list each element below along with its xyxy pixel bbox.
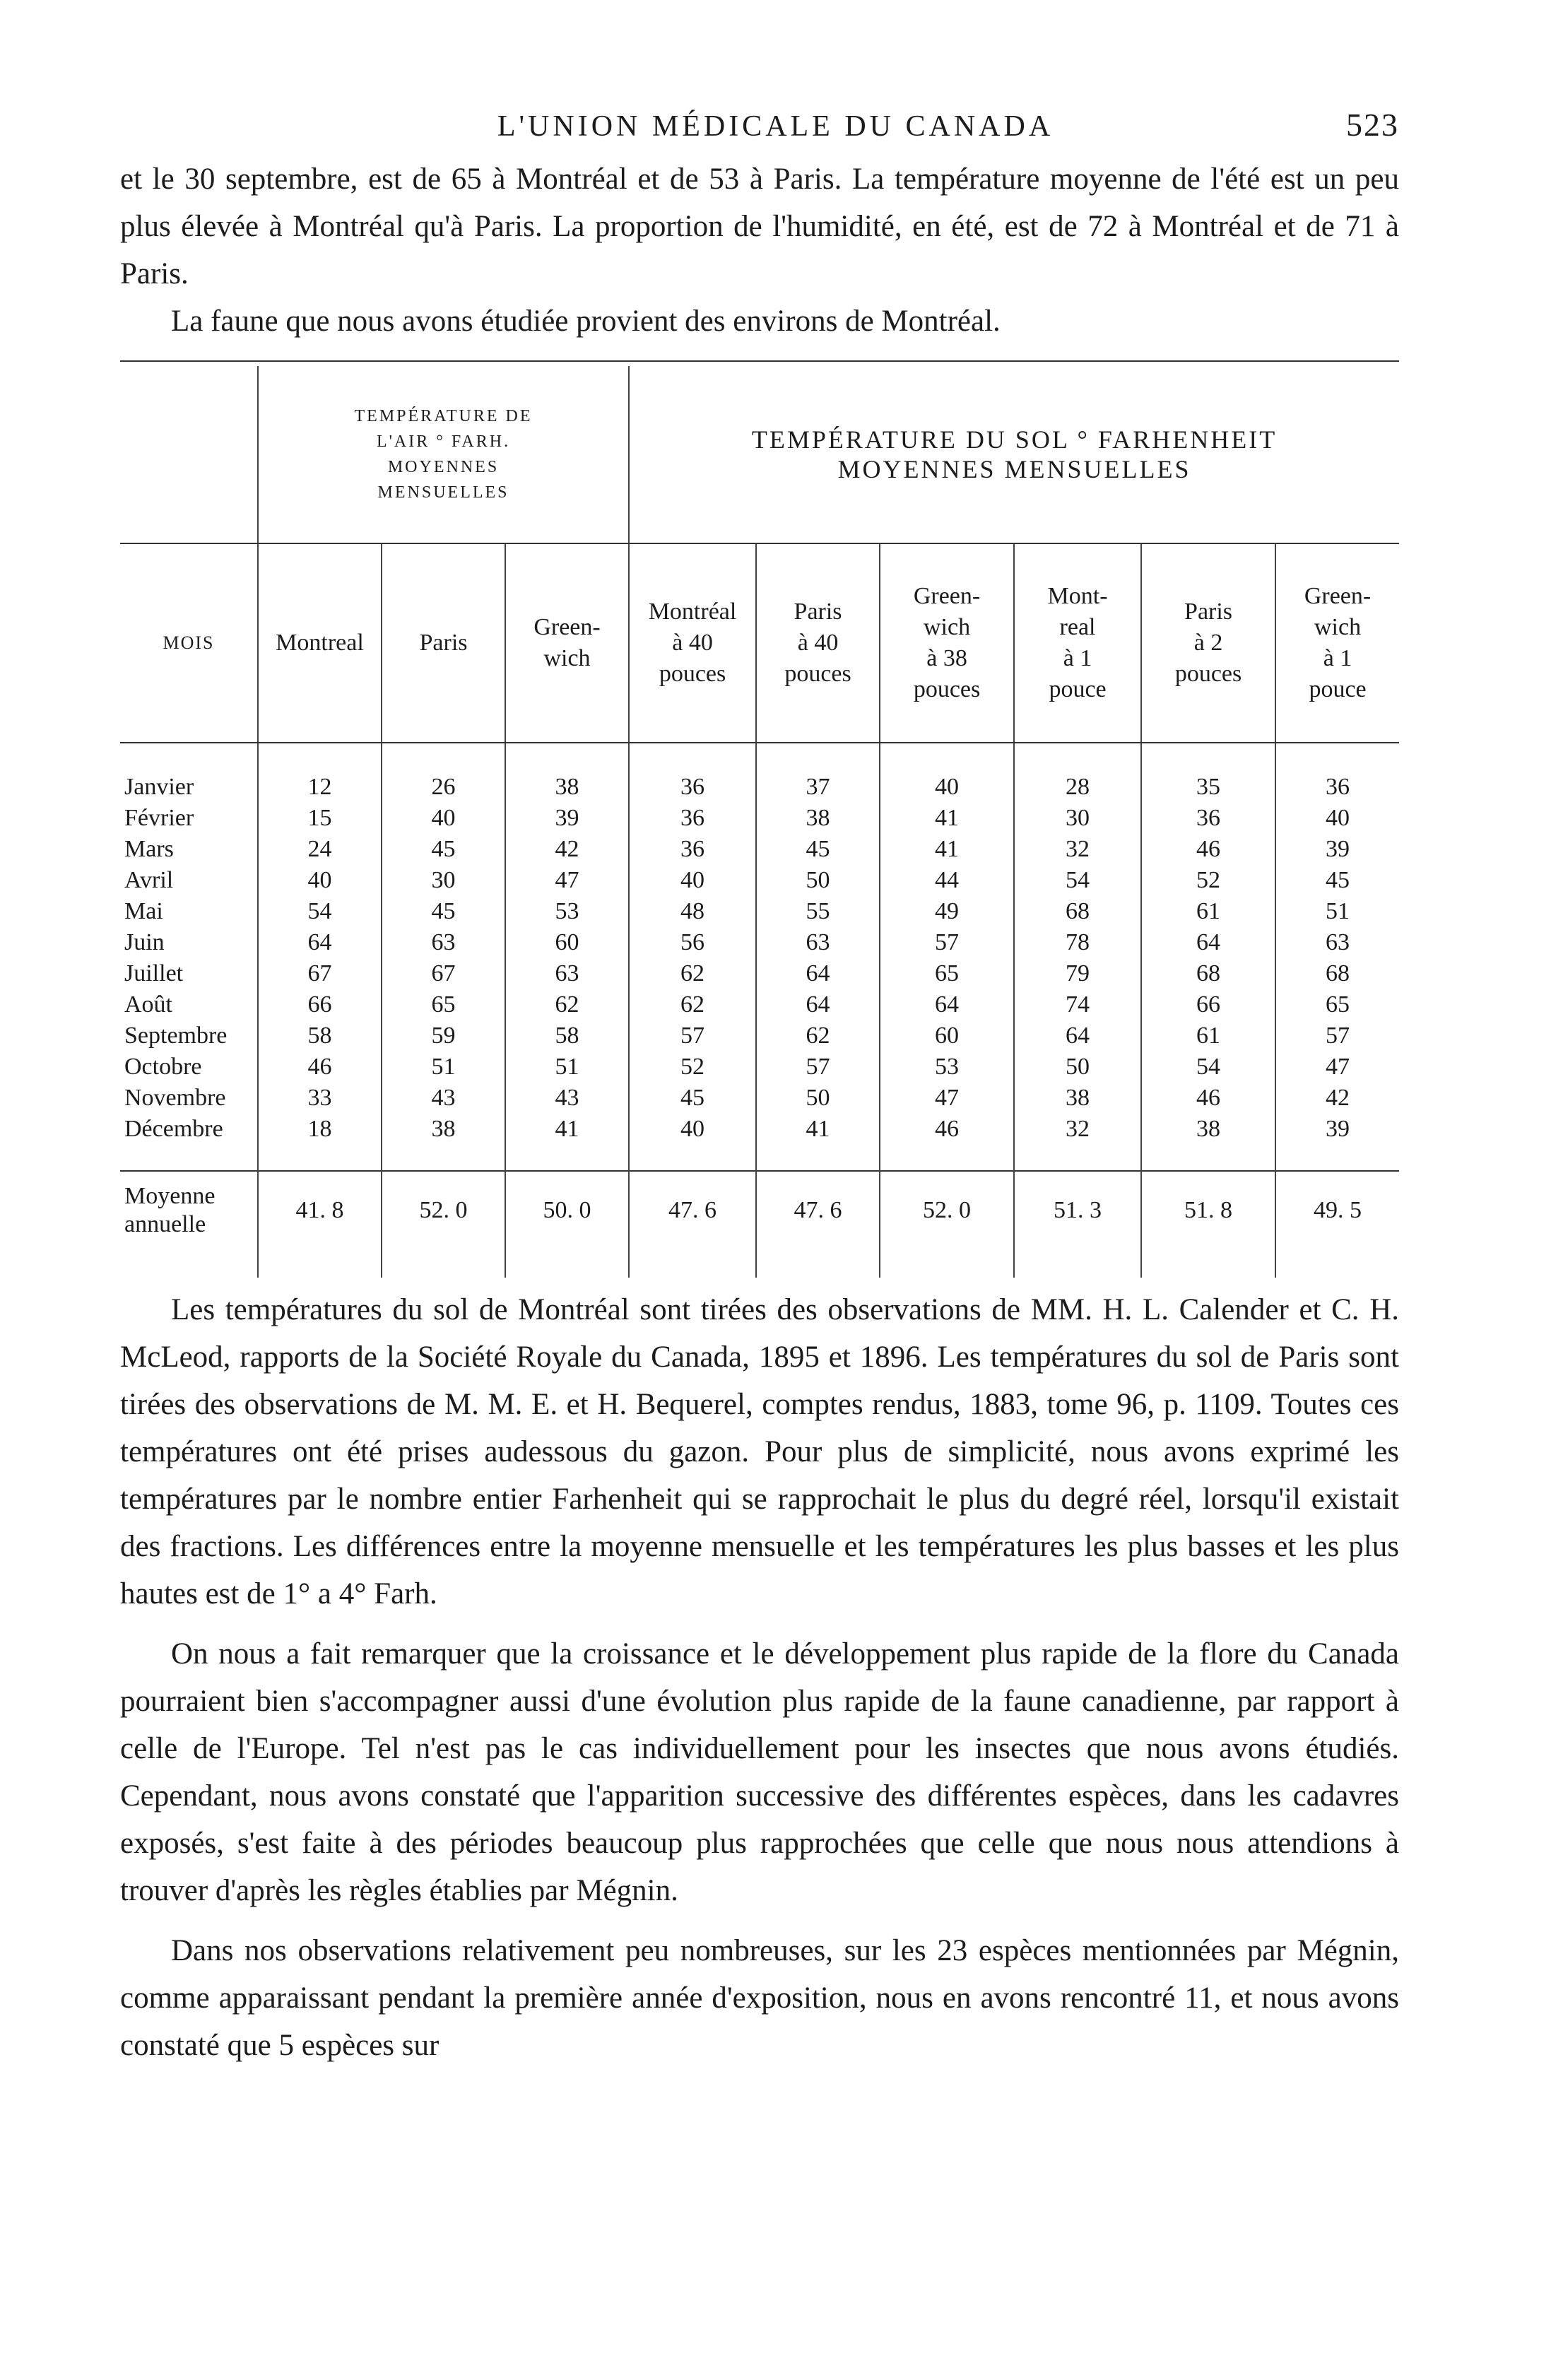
temperature-cell: 40 bbox=[1275, 803, 1399, 834]
temperature-cell: 32 bbox=[1014, 834, 1141, 865]
temperature-cell: 41 bbox=[505, 1114, 629, 1145]
temperature-cell: 57 bbox=[629, 1020, 756, 1051]
temperature-cell: 40 bbox=[629, 1114, 756, 1145]
temperature-cell: 62 bbox=[756, 1020, 880, 1051]
annual-average-row bbox=[120, 1171, 1399, 1249]
temperature-cell: 63 bbox=[505, 958, 629, 989]
temperature-cell: 60 bbox=[880, 1020, 1014, 1051]
temperature-cell: 68 bbox=[1014, 896, 1141, 927]
month-cell: Août bbox=[124, 991, 172, 1018]
air-header-line: MENSUELLES bbox=[377, 483, 509, 502]
air-temperature-group-header bbox=[258, 366, 629, 543]
table-row bbox=[120, 958, 1399, 989]
month-cell: Décembre bbox=[124, 1116, 223, 1142]
temperature-cell: 51 bbox=[1275, 896, 1399, 927]
temperature-cell: 48 bbox=[629, 896, 756, 927]
soil-temperature-group-header bbox=[629, 366, 1399, 543]
average-cell: 50. 0 bbox=[505, 1171, 629, 1249]
month-cell: Mars bbox=[124, 836, 174, 862]
temperature-cell: 15 bbox=[258, 803, 382, 834]
table-group-header bbox=[120, 366, 1399, 543]
temperature-cell: 46 bbox=[1141, 1083, 1275, 1114]
temperature-cell: 42 bbox=[505, 834, 629, 865]
temperature-cell: 54 bbox=[1014, 865, 1141, 896]
temperature-cell: 30 bbox=[382, 865, 505, 896]
temperature-cell: 52 bbox=[1141, 865, 1275, 896]
temperature-cell: 47 bbox=[880, 1083, 1014, 1114]
temperature-cell: 64 bbox=[1014, 1020, 1141, 1051]
table-row bbox=[120, 743, 1399, 803]
intro-paragraph: et le 30 septembre, est de 65 à Montréal et de 53 à Paris. La température moyenne de l'été est un peu plus élevée à Montréal qu'à Paris. La proportion de l'humidité, en été, est de 72 à Montréal et de 71 à Paris. bbox=[120, 163, 1399, 290]
temperature-cell: 40 bbox=[258, 865, 382, 896]
temperature-cell: 58 bbox=[258, 1020, 382, 1051]
average-cell: 41. 8 bbox=[258, 1171, 382, 1249]
temperature-cell: 24 bbox=[258, 834, 382, 865]
temperature-cell: 62 bbox=[629, 958, 756, 989]
temperature-cell: 39 bbox=[1275, 1114, 1399, 1145]
temperature-cell: 68 bbox=[1275, 958, 1399, 989]
average-cell: 49. 5 bbox=[1275, 1171, 1399, 1249]
temperature-cell: 18 bbox=[258, 1114, 382, 1145]
temperature-cell: 62 bbox=[505, 989, 629, 1020]
running-header bbox=[120, 106, 1399, 155]
temperature-cell: 62 bbox=[629, 989, 756, 1020]
temperature-table bbox=[120, 366, 1399, 1278]
temperature-cell: 46 bbox=[880, 1114, 1014, 1145]
temperature-cell: 57 bbox=[1275, 1020, 1399, 1051]
soil-header-line: TEMPÉRATURE DU SOL ° FARHENHEIT bbox=[751, 425, 1278, 454]
temperature-cell: 38 bbox=[1141, 1114, 1275, 1145]
fauna-paragraph: La faune que nous avons étudiée provient des environs de Montréal. bbox=[171, 305, 1001, 338]
temperature-cell: 51 bbox=[382, 1051, 505, 1083]
column-header-soil-paris-2: Paris à 2 pouces bbox=[1141, 543, 1275, 743]
temperature-cell: 35 bbox=[1141, 743, 1275, 803]
temperature-cell: 38 bbox=[1014, 1083, 1141, 1114]
table-row bbox=[120, 1114, 1399, 1145]
temperature-cell: 36 bbox=[629, 743, 756, 803]
temperature-cell: 39 bbox=[505, 803, 629, 834]
temperature-cell: 63 bbox=[1275, 927, 1399, 958]
temperature-cell: 41 bbox=[880, 834, 1014, 865]
month-cell: Janvier bbox=[124, 774, 194, 800]
average-cell: 52. 0 bbox=[880, 1171, 1014, 1249]
table-row bbox=[120, 803, 1399, 834]
month-cell: Avril bbox=[124, 867, 174, 893]
temperature-cell: 57 bbox=[880, 927, 1014, 958]
temperature-cell: 63 bbox=[382, 927, 505, 958]
soil-header-line: MOYENNES MENSUELLES bbox=[837, 455, 1191, 483]
temperature-cell: 54 bbox=[258, 896, 382, 927]
column-header-air-paris: Paris bbox=[382, 543, 505, 743]
table-row bbox=[120, 1083, 1399, 1114]
temperature-cell: 61 bbox=[1141, 896, 1275, 927]
page bbox=[120, 106, 1399, 2069]
temperature-cell: 32 bbox=[1014, 1114, 1141, 1145]
temperature-cell: 64 bbox=[756, 989, 880, 1020]
temperature-cell: 53 bbox=[505, 896, 629, 927]
average-cell: 51. 8 bbox=[1141, 1171, 1275, 1249]
table-row bbox=[120, 927, 1399, 958]
temperature-cell: 50 bbox=[1014, 1051, 1141, 1083]
temperature-cell: 12 bbox=[258, 743, 382, 803]
table-row bbox=[120, 834, 1399, 865]
column-header-soil-montreal-40: Montréal à 40 pouces bbox=[629, 543, 756, 743]
temperature-cell: 40 bbox=[629, 865, 756, 896]
average-cell: 47. 6 bbox=[629, 1171, 756, 1249]
temperature-cell: 38 bbox=[756, 803, 880, 834]
table-body bbox=[120, 743, 1399, 1145]
table-row bbox=[120, 896, 1399, 927]
temperature-cell: 67 bbox=[382, 958, 505, 989]
month-cell: Novembre bbox=[124, 1085, 226, 1111]
temperature-cell: 36 bbox=[1141, 803, 1275, 834]
temperature-cell: 52 bbox=[629, 1051, 756, 1083]
column-header-air-greenwich: Green- wich bbox=[505, 543, 629, 743]
temperature-cell: 65 bbox=[880, 958, 1014, 989]
temperature-cell: 63 bbox=[756, 927, 880, 958]
temperature-cell: 60 bbox=[505, 927, 629, 958]
temperature-cell: 42 bbox=[1275, 1083, 1399, 1114]
temperature-cell: 38 bbox=[505, 743, 629, 803]
observations-paragraph: Dans nos observations relativement peu nombreuses, sur les 23 espèces mentionnées par Mégnin, comme apparaissant pendant la première année d'exposition, nous en avons rencontré 11, et nous avons constaté que 5 espèces sur bbox=[120, 1934, 1399, 2062]
table-row bbox=[120, 1051, 1399, 1083]
temperature-cell: 45 bbox=[629, 1083, 756, 1114]
month-cell: Juin bbox=[124, 929, 165, 955]
temperature-cell: 46 bbox=[258, 1051, 382, 1083]
temperature-cell: 53 bbox=[880, 1051, 1014, 1083]
soil-sources-paragraph: Les températures du sol de Montréal sont tirées des observations de MM. H. L. Calender et C. H. McLeod, rapports de la Société Royale du Canada, 1895 et 1896. Les températures du sol de Paris sont tirées des observations de M. M. E. et H. Bequerel, comptes rendus, 1883, tome 96, p. 1109. Toutes ces températures ont été prises audessous du gazon. Pour plus de simplicité, nous avons exprimé les températures par le nombre entier Farhenheit qui se rapprochait le plus du degré réel, lorsqu'il existait des fractions. Les différences entre la moyenne mensuelle et les températures les plus basses et les plus hautes est de 1° a 4° Farh. bbox=[120, 1293, 1399, 1610]
temperature-cell: 54 bbox=[1141, 1051, 1275, 1083]
temperature-cell: 43 bbox=[382, 1083, 505, 1114]
table-spacer bbox=[120, 1145, 1399, 1171]
column-header-air-montreal: Montreal bbox=[258, 543, 382, 743]
annual-average-label: Moyenne annuelle bbox=[120, 1171, 258, 1249]
temperature-cell: 57 bbox=[756, 1051, 880, 1083]
flora-fauna-paragraph: On nous a fait remarquer que la croissance et le développement plus rapide de la flore du Canada pourraient bien s'accompagner aussi d'une évolution plus rapide de la faune canadienne, par rapport à celle de l'Europe. Tel n'est pas le cas individuellement pour les insectes que nous avons étudiés. Cependant, nous avons constaté que l'apparition successive des différentes espèces, dans les cadavres exposés, s'est faite à des périodes beaucoup plus rapprochées que celle que nous nous attendions à trouver d'après les règles établies par Mégnin. bbox=[120, 1637, 1399, 1907]
temperature-cell: 41 bbox=[756, 1114, 880, 1145]
temperature-cell: 36 bbox=[629, 834, 756, 865]
temperature-cell: 67 bbox=[258, 958, 382, 989]
temperature-cell: 47 bbox=[505, 865, 629, 896]
column-header-soil-paris-40: Paris à 40 pouces bbox=[756, 543, 880, 743]
temperature-cell: 55 bbox=[756, 896, 880, 927]
temperature-cell: 43 bbox=[505, 1083, 629, 1114]
temperature-cell: 33 bbox=[258, 1083, 382, 1114]
month-cell: Mai bbox=[124, 898, 163, 924]
table-row bbox=[120, 865, 1399, 896]
temperature-cell: 44 bbox=[880, 865, 1014, 896]
temperature-cell: 40 bbox=[382, 803, 505, 834]
month-cell: Juillet bbox=[124, 960, 184, 986]
temperature-cell: 41 bbox=[880, 803, 1014, 834]
temperature-cell: 45 bbox=[1275, 865, 1399, 896]
temperature-cell: 79 bbox=[1014, 958, 1141, 989]
temperature-cell: 50 bbox=[756, 1083, 880, 1114]
temperature-cell: 28 bbox=[1014, 743, 1141, 803]
temperature-cell: 56 bbox=[629, 927, 756, 958]
page-number: 523 bbox=[1346, 107, 1399, 143]
temperature-cell: 68 bbox=[1141, 958, 1275, 989]
temperature-cell: 45 bbox=[382, 834, 505, 865]
temperature-cell: 37 bbox=[756, 743, 880, 803]
temperature-cell: 64 bbox=[258, 927, 382, 958]
column-header-mois: MOIS bbox=[120, 543, 258, 743]
temperature-cell: 64 bbox=[880, 989, 1014, 1020]
table-top-rule bbox=[120, 360, 1399, 362]
air-header-line: TEMPÉRATURE DE bbox=[354, 407, 533, 425]
table-row bbox=[120, 1020, 1399, 1051]
journal-title: L'UNION MÉDICALE DU CANADA bbox=[497, 110, 1054, 143]
temperature-cell: 38 bbox=[382, 1114, 505, 1145]
temperature-cell: 45 bbox=[756, 834, 880, 865]
temperature-cell: 50 bbox=[756, 865, 880, 896]
temperature-cell: 65 bbox=[382, 989, 505, 1020]
temperature-cell: 64 bbox=[1141, 927, 1275, 958]
table-row bbox=[120, 989, 1399, 1020]
temperature-cell: 30 bbox=[1014, 803, 1141, 834]
temperature-cell: 36 bbox=[629, 803, 756, 834]
column-header-soil-greenwich-1: Green- wich à 1 pouce bbox=[1275, 543, 1399, 743]
average-cell: 51. 3 bbox=[1014, 1171, 1141, 1249]
temperature-cell: 36 bbox=[1275, 743, 1399, 803]
average-cell: 47. 6 bbox=[756, 1171, 880, 1249]
temperature-cell: 65 bbox=[1275, 989, 1399, 1020]
air-header-line: L'AIR ° FARH. bbox=[376, 432, 511, 451]
temperature-cell: 26 bbox=[382, 743, 505, 803]
temperature-cell: 61 bbox=[1141, 1020, 1275, 1051]
month-cell: Octobre bbox=[124, 1054, 202, 1080]
temperature-cell: 47 bbox=[1275, 1051, 1399, 1083]
temperature-cell: 51 bbox=[505, 1051, 629, 1083]
column-header-soil-greenwich-38: Green- wich à 38 pouces bbox=[880, 543, 1014, 743]
column-header-soil-montreal-1: Mont- real à 1 pouce bbox=[1014, 543, 1141, 743]
average-cell: 52. 0 bbox=[382, 1171, 505, 1249]
temperature-cell: 74 bbox=[1014, 989, 1141, 1020]
temperature-cell: 78 bbox=[1014, 927, 1141, 958]
month-cell: Septembre bbox=[124, 1023, 228, 1049]
table-column-header bbox=[120, 543, 1399, 743]
temperature-cell: 66 bbox=[258, 989, 382, 1020]
temperature-cell: 39 bbox=[1275, 834, 1399, 865]
temperature-cell: 46 bbox=[1141, 834, 1275, 865]
temperature-cell: 59 bbox=[382, 1020, 505, 1051]
table-end-spacer bbox=[120, 1249, 1399, 1278]
temperature-cell: 58 bbox=[505, 1020, 629, 1051]
month-cell: Février bbox=[124, 805, 194, 831]
temperature-cell: 49 bbox=[880, 896, 1014, 927]
temperature-cell: 45 bbox=[382, 896, 505, 927]
temperature-cell: 66 bbox=[1141, 989, 1275, 1020]
air-header-line: MOYENNES bbox=[387, 458, 500, 476]
temperature-cell: 64 bbox=[756, 958, 880, 989]
temperature-cell: 40 bbox=[880, 743, 1014, 803]
